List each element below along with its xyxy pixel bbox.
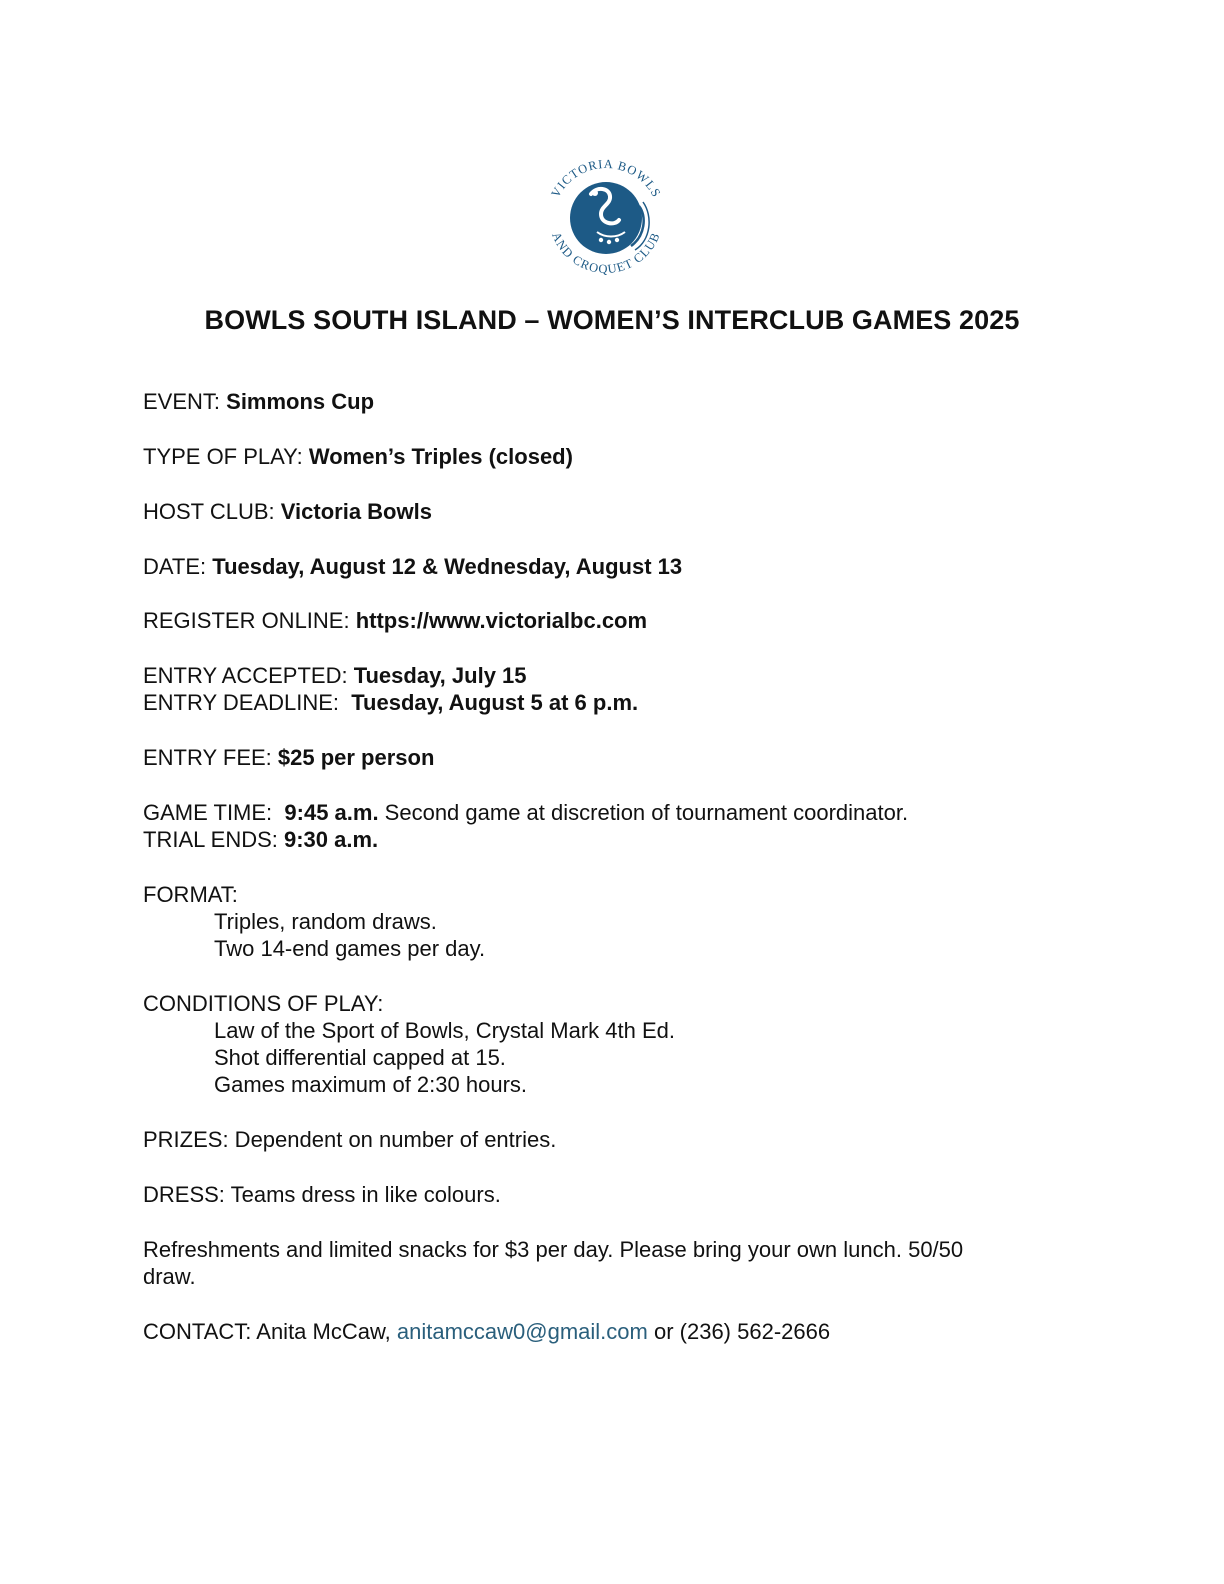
host-club-value: Victoria Bowls: [280, 499, 432, 524]
logo-text-bottom: AND CROQUET CLUB: [549, 229, 663, 277]
refreshments-line-1: Refreshments and limited snacks for $3 per day. Please bring your own lunch. 50/50: [143, 1237, 964, 1262]
format-item: Triples, random draws.: [214, 909, 437, 934]
club-logo: [535, 146, 677, 288]
register-url[interactable]: https://www.victorialbc.com: [355, 608, 648, 633]
register-label: REGISTER ONLINE:: [143, 608, 356, 633]
entry-deadline-line: [143, 689, 638, 716]
contact-email-link[interactable]: anitamccaw0@gmail.com: [396, 1319, 648, 1344]
entry-accepted-label: ENTRY ACCEPTED:: [143, 663, 354, 688]
peacock-icon: [570, 182, 649, 254]
trial-ends-label: TRIAL ENDS:: [143, 827, 284, 852]
date-value: Tuesday, August 12 & Wednesday, August 13: [212, 554, 683, 579]
event-label: EVENT:: [143, 389, 227, 414]
entry-fee-label: ENTRY FEE:: [143, 745, 278, 770]
logo-text-top: VICTORIA BOWLS: [548, 156, 664, 200]
dress-line: DRESS: Teams dress in like colours.: [143, 1182, 501, 1207]
prizes-line: PRIZES: Dependent on number of entries.: [143, 1127, 557, 1152]
contact-label: CONTACT: Anita McCaw,: [143, 1319, 397, 1344]
conditions-item: Shot differential capped at 15.: [214, 1045, 506, 1070]
entry-accepted-value: Tuesday, July 15: [353, 663, 527, 688]
game-time-note: Second game at discretion of tournament coordinator.: [378, 800, 909, 825]
event-value: Simmons Cup: [226, 389, 375, 414]
type-of-play-line: [143, 443, 573, 470]
format-item: Two 14-end games per day.: [214, 936, 486, 961]
page-title: BOWLS SOUTH ISLAND – WOMEN’S INTERCLUB GAMES 2025: [204, 305, 1020, 335]
event-line: [143, 388, 374, 415]
trial-ends-line: [143, 826, 378, 853]
entry-fee-value: $25 per person: [277, 745, 435, 770]
conditions-item: Law of the Sport of Bowls, Crystal Mark 4th Ed.: [214, 1018, 675, 1043]
entry-deadline-value: Tuesday, August 5 at 6 p.m.: [351, 690, 639, 715]
game-time-value: 9:45 a.m.: [284, 800, 379, 825]
register-line: [143, 607, 647, 634]
refreshments-line-2: draw.: [143, 1264, 196, 1289]
host-club-label: HOST CLUB:: [143, 499, 281, 524]
host-club-line: [143, 498, 432, 525]
game-time-line: [143, 799, 908, 826]
type-of-play-label: TYPE OF PLAY:: [143, 444, 309, 469]
format-label: FORMAT:: [143, 882, 238, 907]
trial-ends-value: 9:30 a.m.: [284, 827, 379, 852]
contact-line: [143, 1318, 830, 1345]
conditions-label: CONDITIONS OF PLAY:: [143, 991, 384, 1016]
game-time-label: GAME TIME:: [143, 800, 285, 825]
date-line: [143, 553, 682, 580]
entry-fee-line: [143, 744, 434, 771]
conditions-item: Games maximum of 2:30 hours.: [214, 1072, 528, 1097]
entry-accepted-line: [143, 662, 527, 689]
type-of-play-value: Women’s Triples (closed): [308, 444, 573, 469]
entry-deadline-label: ENTRY DEADLINE:: [143, 690, 352, 715]
contact-phone: or (236) 562-2666: [647, 1319, 831, 1344]
date-label: DATE:: [143, 554, 213, 579]
